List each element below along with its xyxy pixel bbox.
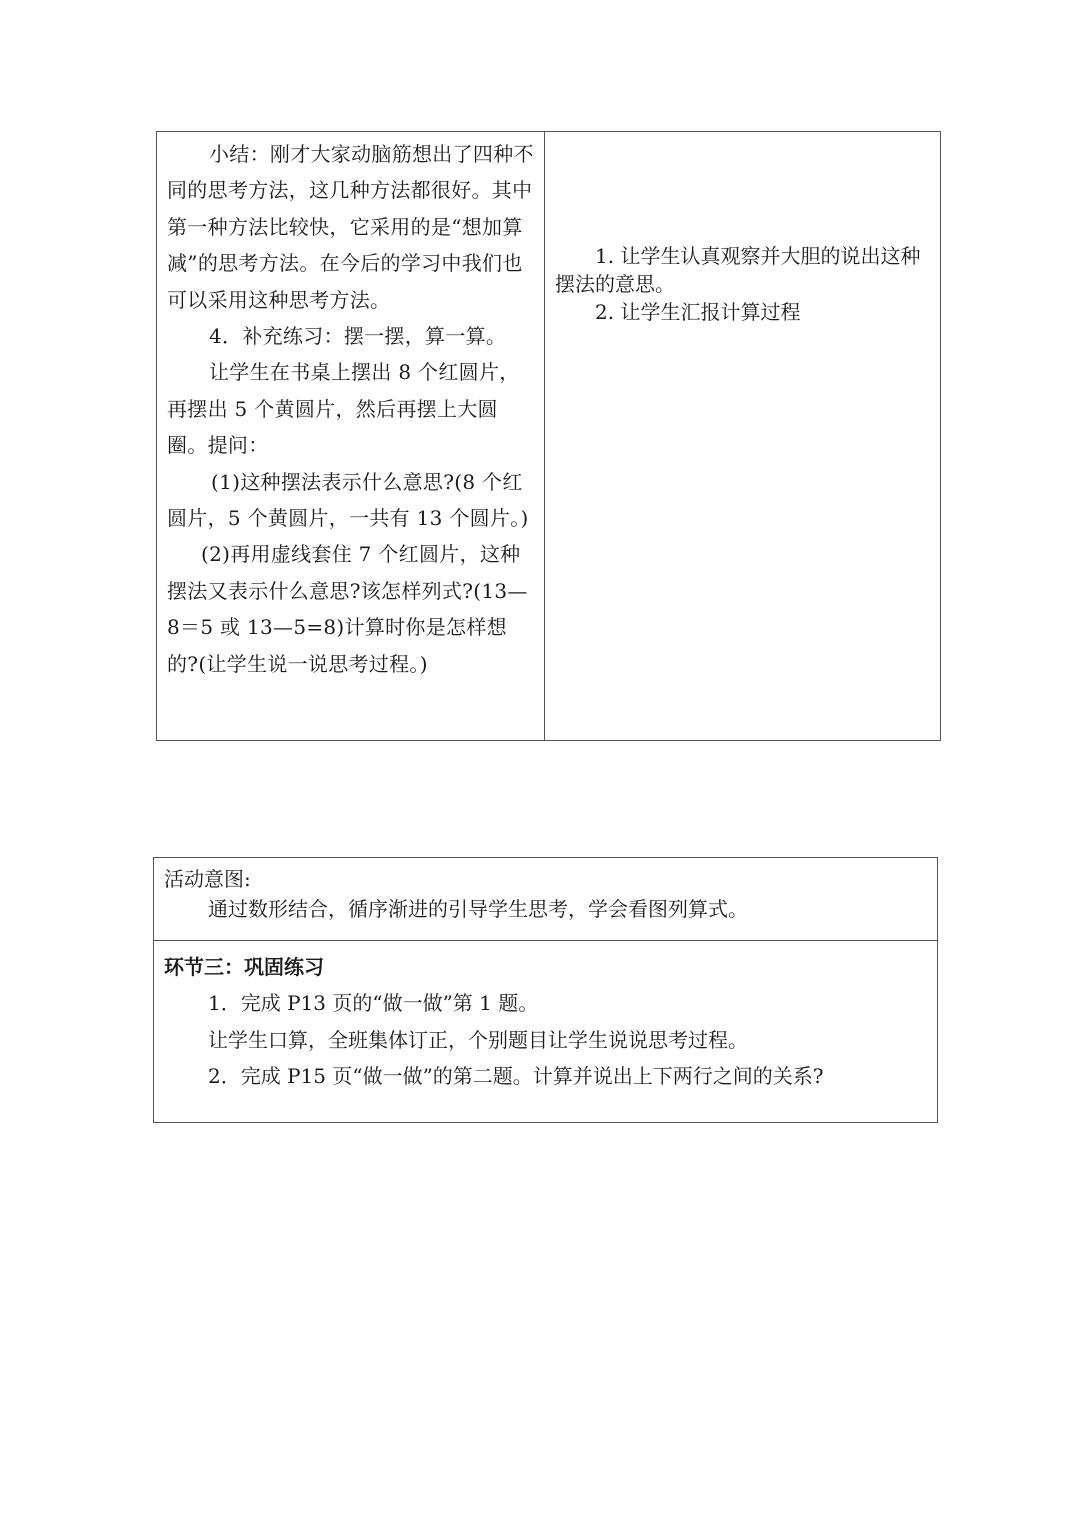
practice-item-1: 1．完成 P13 页的“做一做”第 1 题。 bbox=[208, 991, 539, 1016]
practice-item-2: 2．完成 P15 页“做一做”的第二题。计算并说出上下两行之间的关系? bbox=[208, 1064, 824, 1089]
question-1: (1)这种摆法表示什么意思?(8 个红圆片，5 个黄圆片，一共有 13 个圆片。) bbox=[167, 469, 529, 531]
section-title: 环节三：巩固练习 bbox=[164, 955, 324, 979]
activity-intent-label: 活动意图: bbox=[164, 867, 251, 891]
practice-item-note: 让学生口算，全班集体订正，个别题目让学生说说思考过程。 bbox=[208, 1027, 748, 1052]
activity-intent-cell bbox=[154, 858, 937, 941]
question-2: (2)再用虚线套住 7 个红圆片，这种摆法又表示什么意思?该怎样列式?(13—8＝5 或 13—5=8)计算时你是怎样想的?(让学生说一说思考过程。) bbox=[167, 542, 528, 676]
intent-point-1: 1. 让学生认真观察并大胆的说出这种摆法的意思。 bbox=[555, 244, 921, 296]
teaching-process-cell bbox=[157, 132, 545, 740]
consolidation-cell bbox=[154, 941, 937, 1095]
activity-intent-text: 通过数形结合，循序渐进的引导学生思考，学会看图列算式。 bbox=[208, 897, 748, 921]
exercise-instruction: 让学生在书桌上摆出 8 个红圆片，再摆出 5 个黄圆片，然后再摆上大圆圈。提问： bbox=[167, 360, 520, 458]
intent-point-2: 2. 让学生汇报计算过程 bbox=[595, 300, 801, 324]
summary-paragraph: 小结：刚才大家动脑筋想出了四种不同的思考方法，这几种方法都很好。其中第一种方法比较快，它采用的是“想加算减”的思考方法。在今后的学习中我们也可以采用这种思考方法。 bbox=[167, 142, 534, 312]
exercise-heading: 4．补充练习：摆一摆，算一算。 bbox=[209, 324, 507, 349]
design-intent-cell bbox=[545, 132, 940, 740]
lesson-table-1 bbox=[156, 131, 941, 741]
lesson-table-2 bbox=[153, 857, 938, 1123]
